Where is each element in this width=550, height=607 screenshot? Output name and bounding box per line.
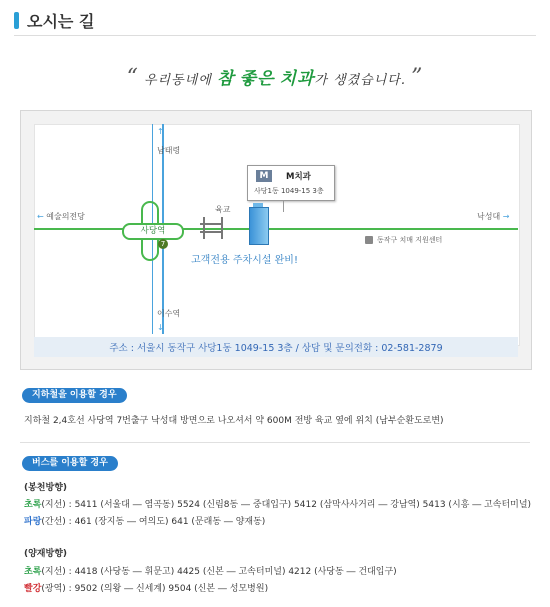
- bus-routes: : 9502 (의왕 ― 신세계) 9504 (신본 ― 성모병원): [65, 584, 269, 594]
- clinic-logo: M: [256, 170, 272, 182]
- clinic-callout: [247, 165, 335, 201]
- address-text: 주소 : 서울시 동작구 사당1동 1049-15 3층 / 상담 및 문의전화 : 02-581-2879: [109, 343, 443, 354]
- arrow-down-icon: ↓: [157, 323, 164, 332]
- overpass-rail-1: [200, 223, 222, 225]
- slogan-highlight-1: 참: [216, 69, 235, 89]
- subway-directions: 지하철 2,4호선 사당역 7번출구 낙성대 방면으로 나오셔서 약 600M 전방 육교 옆에 위치 (남부순환도로변): [24, 416, 444, 426]
- north-label: 남태령: [157, 146, 181, 155]
- bus-kind: 초록: [24, 500, 42, 510]
- bus-route-line: [24, 581, 268, 594]
- slogan: [0, 64, 550, 90]
- east-direction: 낙성대 →: [477, 212, 510, 221]
- overpass-label: 육교: [215, 205, 231, 214]
- bus-section-label: 버스를 이용할 경우: [22, 456, 118, 471]
- south-label: 이수역: [157, 309, 181, 318]
- welfare-center-label: 동작구 치매 지원센터: [377, 236, 443, 244]
- slogan-part1: 우리동네에: [144, 73, 212, 88]
- bus-kind: 빨강: [24, 584, 42, 594]
- bus-group-heading: (양재방향): [24, 549, 68, 559]
- west-direction: ← 예술의전당: [37, 212, 85, 221]
- bus-route-line: [24, 564, 397, 577]
- parking-notice: 고객전용 주차시설 완비!: [191, 255, 298, 266]
- section-divider: [20, 442, 530, 443]
- bus-type: (간선): [41, 517, 66, 527]
- bus-group-heading: (봉천방향): [24, 483, 68, 493]
- clinic-name: M치과: [286, 172, 311, 182]
- map-canvas: [34, 124, 520, 346]
- clinic-address: 사당1동 1049-15 3층: [254, 187, 324, 195]
- subway-section-label: 지하철을 이용할 경우: [22, 388, 127, 403]
- landmark-icon: [365, 236, 373, 244]
- bus-kind: 파랑: [24, 517, 42, 527]
- slogan-highlight-3: 치과: [279, 69, 315, 89]
- bus-route-line: [24, 497, 531, 510]
- exit-number-badge: 7: [158, 239, 168, 249]
- arrow-up-icon: ↑: [157, 127, 164, 136]
- title-divider: [14, 35, 536, 36]
- slogan-part2: 가 생겼습니다.: [314, 73, 406, 88]
- overpass-rail-2: [200, 231, 222, 233]
- bus-type: (지선): [41, 567, 66, 577]
- page-header: [14, 8, 536, 34]
- bus-kind: 초록: [24, 567, 42, 577]
- overpass-icon: [203, 217, 223, 239]
- east-west-road: [34, 228, 518, 230]
- title-marker-icon: [14, 12, 19, 29]
- location-map: [20, 110, 532, 370]
- station-label: 사당역: [122, 223, 184, 240]
- bus-routes: : 461 (장지동 ― 여의도) 641 (문래동 ― 양재동): [65, 517, 266, 527]
- east-label: 낙성대: [477, 212, 501, 221]
- open-quote: “: [126, 65, 139, 90]
- close-quote: ”: [411, 65, 424, 90]
- building-icon: [249, 207, 269, 245]
- bus-routes: : 5411 (서울대 ― 염곡동) 5524 (신림8동 ― 중대입구) 5412 (삼막사사거리 ― 강남역) 5413 (시흥 ― 고속터미널): [65, 500, 532, 510]
- slogan-highlight-2: 좋은: [239, 69, 275, 89]
- callout-pointer: [283, 200, 284, 212]
- bus-type: (광역): [41, 584, 66, 594]
- bus-type: (지선): [41, 500, 66, 510]
- west-label: 예술의전당: [46, 212, 85, 221]
- address-bar: [34, 337, 518, 357]
- page-title: 오시는 길: [27, 12, 95, 31]
- bus-routes: : 4418 (사당동 ― 휘문고) 4425 (신본 ― 고속터미널) 4212 (사당동 ― 건대입구): [65, 567, 397, 577]
- bus-route-line: [24, 514, 265, 527]
